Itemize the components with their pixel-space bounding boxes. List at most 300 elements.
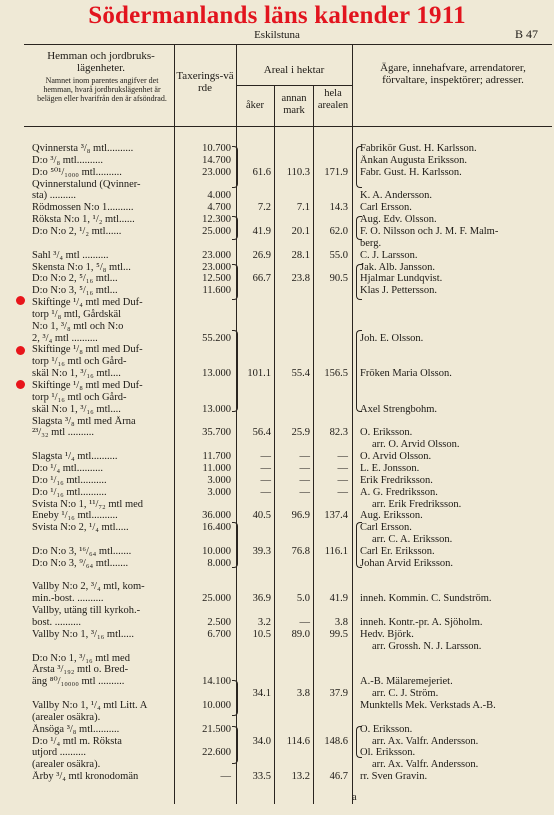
- cell-c4: 89.0: [291, 629, 310, 640]
- cell-c1: skäl N:o 1, ³/₁₆ mtl....: [32, 404, 121, 415]
- cell-c5: 156.5: [324, 368, 348, 379]
- header-owners: Ägare, innehafvare, arrendatorer, förvaltare, inspektörer; adresser.: [380, 62, 526, 86]
- cell-c6: arr. Ax. Valfr. Andersson.: [372, 736, 479, 747]
- header-area-group: Areal i hektar: [263, 64, 325, 76]
- cell-c3: [238, 759, 271, 771]
- cell-c1: äng ⁸⁰/₁₀₀₀₀ mtl ..........: [32, 676, 125, 687]
- cell-c5: 171.9: [324, 167, 348, 178]
- footer-mark: a: [352, 792, 357, 803]
- page-number: B 47: [514, 27, 538, 41]
- cell-c3: 7.2: [257, 202, 271, 213]
- cell-c6: L. E. Jonsson.: [360, 463, 420, 474]
- cell-c3: [238, 439, 271, 451]
- cell-c5: —: [337, 487, 348, 498]
- cell-c4: 7.1: [296, 202, 310, 213]
- cell-c5: [314, 155, 348, 167]
- marker-dot: [16, 380, 25, 389]
- cell-c2: [174, 297, 231, 309]
- header-other-land: annan mark: [281, 93, 307, 116]
- cell-c4: [276, 392, 310, 404]
- cell-c2: 10.700: [202, 143, 231, 154]
- cell-c5: [314, 380, 348, 392]
- cell-c6: Ol. Eriksson.: [360, 747, 416, 758]
- cell-c5: 37.9: [329, 688, 348, 699]
- cell-c2: 55.200: [202, 333, 231, 344]
- cell-c6: Erik Fredriksson.: [360, 475, 433, 486]
- cell-c4: [276, 747, 310, 759]
- cell-c3: [238, 747, 271, 759]
- cell-c6: Änkan Augusta Eriksson.: [360, 155, 468, 166]
- cell-c5: [314, 439, 348, 451]
- cell-c4: 3.8: [296, 688, 310, 699]
- cell-c3: [238, 155, 271, 167]
- cell-c2: —: [220, 771, 231, 782]
- cell-c1: min.-bost. ..........: [32, 593, 104, 604]
- cell-c2: 23.000: [202, 262, 231, 273]
- cell-c3: [238, 558, 271, 570]
- table-top-rule: [24, 44, 552, 45]
- cell-c4: [276, 404, 310, 416]
- cell-c1: Slagsta ³/₈ mtl med Årna: [32, 416, 136, 427]
- cell-c4: [276, 214, 310, 226]
- cell-c6: [360, 344, 550, 356]
- cell-c1: [32, 688, 174, 700]
- cell-c5: —: [337, 463, 348, 474]
- cell-c5: [314, 747, 348, 759]
- cell-c3: [238, 190, 271, 202]
- cell-c1: Svista N:o 2, ¹/₄ mtl.....: [32, 522, 129, 533]
- cell-c2: 22.600: [202, 747, 231, 758]
- marker-dot: [16, 346, 25, 355]
- cell-c1: skäl N:o 1, ³/₁₆ mtl....: [32, 368, 121, 379]
- cell-c1: Skiftinge ¹/₈ mtl med Duf-: [32, 380, 143, 391]
- cell-c4: [276, 344, 310, 356]
- cell-c3: 39.3: [252, 546, 271, 557]
- cell-c1: [32, 534, 174, 546]
- header-total-area: hela arealen: [317, 88, 349, 111]
- cell-c4: [276, 664, 310, 676]
- cell-c2: 12.300: [202, 214, 231, 225]
- cell-c4: [276, 285, 310, 297]
- cell-c4: [276, 581, 310, 593]
- cell-c3: 41.9: [252, 226, 271, 237]
- cell-c1: torp ¹/₁₆ mtl och Gård-: [32, 392, 127, 403]
- cell-c5: [314, 238, 348, 250]
- cell-c1: D:o ⁵⁰¹/₁₀₀₀ mtl..........: [32, 167, 122, 178]
- cell-c4: 28.1: [291, 250, 310, 261]
- header-bottom-rule: [24, 126, 552, 127]
- cell-c6: [360, 309, 550, 321]
- cell-c5: [314, 664, 348, 676]
- cell-c5: 46.7: [329, 771, 348, 782]
- cell-c1: ²³/₃₂ mtl ..........: [32, 427, 95, 438]
- cell-c4: [276, 522, 310, 534]
- cell-c2: [174, 534, 231, 546]
- cell-c6: Carl Ersson.: [360, 522, 412, 533]
- cell-c3: [238, 143, 271, 155]
- cell-c1: D:o N:o 3, ⁵/₁₆ mtl...: [32, 285, 118, 296]
- cell-c2: 3.000: [207, 475, 231, 486]
- cell-c4: —: [299, 487, 310, 498]
- cell-c3: [238, 676, 271, 688]
- cell-c6: Hjalmar Lundqvist.: [360, 273, 443, 284]
- cell-c2: 6.700: [207, 629, 231, 640]
- cell-c2: 23.000: [202, 250, 231, 261]
- cell-c2: [174, 605, 231, 617]
- cell-c1: Sahl ³/₄ mtl ..........: [32, 250, 109, 261]
- cell-c3: [238, 700, 271, 712]
- cell-c1: Skiftinge ¹/₄ mtl med Duf-: [32, 297, 143, 308]
- header-holdings-note: Namnet inom parentes angifver det hemman, hvarå jordbrukslägenhet är belägen eller hvarifrån den är afsöndrad.: [37, 76, 167, 103]
- cell-c5: [314, 356, 348, 368]
- cell-c6: [360, 581, 550, 593]
- cell-c4: [276, 439, 310, 451]
- cell-c3: 26.9: [252, 250, 271, 261]
- cell-c6: [360, 297, 550, 309]
- cell-c1: [32, 641, 174, 653]
- cell-c6: Jak. Alb. Jansson.: [360, 262, 435, 273]
- cell-c6: inneh. Kommin. C. Sundström.: [360, 593, 492, 604]
- cell-c1: Ånsöga ³/₈ mtl..........: [32, 724, 120, 735]
- cell-c1: Eneby ¹/₁₆ mtl..........: [32, 510, 118, 521]
- cell-c2: 4.700: [207, 202, 231, 213]
- cell-c1: D:o N:o 3, ⁹/₆₄ mtl.......: [32, 558, 129, 569]
- cell-c1: D:o N:o 2, ¹/₂ mtl......: [32, 226, 122, 237]
- cell-c2: [174, 356, 231, 368]
- cell-c5: [314, 522, 348, 534]
- cell-c4: [276, 380, 310, 392]
- cell-c2: 14.100: [202, 676, 231, 687]
- cell-c1: D:o ¹/₁₆ mtl..........: [32, 487, 107, 498]
- cell-c3: [238, 214, 271, 226]
- cell-c1: [32, 439, 174, 451]
- cell-c2: [174, 641, 231, 653]
- cell-c4: —: [299, 463, 310, 474]
- cell-c1: utjord ..........: [32, 747, 86, 758]
- cell-c6: Joh. E. Olsson.: [360, 333, 424, 344]
- cell-c6: Johan Arvid Eriksson.: [360, 558, 454, 569]
- area-group-rule: [236, 85, 352, 86]
- cell-c5: 55.0: [329, 250, 348, 261]
- cell-c2: 35.700: [202, 427, 231, 438]
- cell-c1: Vallby N:o 1, ³/₁₆ mtl.....: [32, 629, 135, 640]
- cell-c5: [314, 190, 348, 202]
- cell-c5: 99.5: [329, 629, 348, 640]
- cell-c6: Axel Strengbohm.: [360, 404, 437, 415]
- cell-c3: [238, 344, 271, 356]
- cell-c3: [238, 641, 271, 653]
- cell-c2: 36.000: [202, 510, 231, 521]
- cell-c5: 41.9: [329, 593, 348, 604]
- cell-c6: Carl Ersson.: [360, 202, 412, 213]
- header-field: åker: [245, 100, 265, 111]
- cell-c3: 40.5: [252, 510, 271, 521]
- cell-c1: Slagsta ¹/₄ mtl..........: [32, 451, 118, 462]
- cell-c3: —: [260, 475, 271, 486]
- cell-c5: 82.3: [329, 427, 348, 438]
- cell-c3: [238, 664, 271, 676]
- cell-c5: [314, 558, 348, 570]
- cell-c6: Hedv. Björk.: [360, 629, 414, 640]
- cell-c3: 10.5: [252, 629, 271, 640]
- cell-c5: [314, 285, 348, 297]
- cell-c6: Fröken Maria Olsson.: [360, 368, 452, 379]
- cell-c4: [276, 759, 310, 771]
- cell-c6: Munktells Mek. Verkstads A.-B.: [360, 700, 496, 711]
- cell-c4: 110.3: [286, 167, 310, 178]
- cell-c3: —: [260, 487, 271, 498]
- cell-c5: [314, 581, 348, 593]
- cell-c3: [238, 380, 271, 392]
- cell-c4: 55.4: [291, 368, 310, 379]
- cell-c6: [360, 356, 550, 368]
- cell-c3: —: [260, 451, 271, 462]
- cell-c1: D:o N:o 2, ⁵/₁₆ mtl...: [32, 273, 118, 284]
- cell-c6: Aug. Edv. Olsson.: [360, 214, 437, 225]
- cell-c1: Qvinnerstalund (Qvinner-: [32, 179, 141, 190]
- cell-c1: [32, 238, 174, 250]
- cell-c6: inneh. Kontr.-pr. A. Sjöholm.: [360, 617, 483, 628]
- cell-c6: F. O. Nilsson och J. M. F. Malm-: [360, 226, 499, 237]
- cell-c2: [174, 664, 231, 676]
- cell-c2: [174, 581, 231, 593]
- cell-c6: rr. Sven Gravin.: [360, 771, 428, 782]
- cell-c3: [238, 321, 271, 333]
- cell-c3: 56.4: [252, 427, 271, 438]
- cell-c6: arr. O. Arvid Olsson.: [372, 439, 460, 450]
- cell-c1: Röksta N:o 1, ¹/₂ mtl......: [32, 214, 135, 225]
- cell-c4: —: [299, 617, 310, 628]
- cell-c2: 12.500: [202, 273, 231, 284]
- cell-c6: berg.: [360, 238, 382, 249]
- cell-c3: 66.7: [252, 273, 271, 284]
- cell-c4: [276, 534, 310, 546]
- cell-c5: —: [337, 475, 348, 486]
- cell-c2: 14.700: [202, 155, 231, 166]
- cell-c2: [174, 344, 231, 356]
- cell-c4: 23.8: [291, 273, 310, 284]
- cell-c1: Skensta N:o 1, ⁵/₈ mtl...: [32, 262, 131, 273]
- cell-c4: [276, 297, 310, 309]
- location-label: Eskilstuna: [254, 29, 300, 41]
- cell-c4: 13.2: [291, 771, 310, 782]
- cell-c2: 25.000: [202, 226, 231, 237]
- cell-c2: [174, 712, 231, 724]
- cell-c6: arr. C. A. Eriksson.: [372, 534, 453, 545]
- cell-c5: [314, 641, 348, 653]
- header-holdings: Hemman och jordbruks-lägenheter.: [47, 50, 155, 74]
- cell-c3: 34.0: [252, 736, 271, 747]
- cell-c5: —: [337, 451, 348, 462]
- cell-c4: [276, 155, 310, 167]
- cell-c6: arr. Erik Fredriksson.: [372, 499, 462, 510]
- cell-c2: 21.500: [202, 724, 231, 735]
- cell-c2: [174, 321, 231, 333]
- cell-c4: [276, 676, 310, 688]
- cell-c6: Fabr. Gust. H. Karlsson.: [360, 167, 462, 178]
- cell-c1: Rödmossen N:o 1..........: [32, 202, 134, 213]
- cell-c2: 4.000: [207, 190, 231, 201]
- cell-c3: [238, 238, 271, 250]
- cell-c2: 3.000: [207, 487, 231, 498]
- cell-c1: Skiftinge ¹/₈ mtl med Duf-: [32, 344, 143, 355]
- page-title: Södermanlands läns kalender 1911: [88, 2, 466, 29]
- cell-c3: [238, 605, 271, 617]
- cell-c5: [314, 392, 348, 404]
- cell-c3: [238, 522, 271, 534]
- cell-c1: Årby ³/₄ mtl kronodomän: [32, 771, 139, 782]
- cell-c5: 14.3: [329, 202, 348, 213]
- cell-c5: [314, 344, 348, 356]
- cell-c3: 34.1: [252, 688, 271, 699]
- cell-c5: [314, 143, 348, 155]
- cell-c3: [238, 404, 271, 416]
- cell-c6: A.-B. Mälaremejeriet.: [360, 676, 453, 687]
- cell-c1: Vallby N:o 2, ³/₄ mtl, kom-: [32, 581, 145, 592]
- cell-c5: [314, 700, 348, 712]
- cell-c3: [238, 309, 271, 321]
- cell-c5: 3.8: [334, 617, 348, 628]
- cell-c5: [314, 404, 348, 416]
- cell-c4: [276, 356, 310, 368]
- cell-c2: [174, 309, 231, 321]
- cell-c6: [360, 321, 550, 333]
- cell-c6: O. Arvid Olsson.: [360, 451, 432, 462]
- cell-c2: 16.400: [202, 522, 231, 533]
- cell-c6: Fabrikör Gust. H. Karlsson.: [360, 143, 477, 154]
- cell-c1: torp ¹/₈ mtl, Gårdskäl: [32, 309, 122, 320]
- cell-c5: [314, 605, 348, 617]
- cell-c2: 10.000: [202, 546, 231, 557]
- cell-c6: arr. C. J. Ström.: [372, 688, 439, 699]
- cell-c4: [276, 641, 310, 653]
- cell-c2: 11.700: [202, 451, 231, 462]
- cell-c2: 11.600: [202, 285, 231, 296]
- cell-c2: [174, 380, 231, 392]
- cell-c4: [276, 143, 310, 155]
- cell-c4: 5.0: [296, 593, 310, 604]
- cell-c3: [238, 534, 271, 546]
- cell-c5: 137.4: [324, 510, 348, 521]
- cell-c6: arr. Ax. Valfr. Andersson.: [372, 759, 479, 770]
- cell-c1: 2, ³/₄ mtl ..........: [32, 333, 98, 344]
- cell-c2: 13.000: [202, 404, 231, 415]
- cell-c5: 116.1: [324, 546, 348, 557]
- cell-c6: [360, 392, 550, 404]
- cell-c4: 96.9: [291, 510, 310, 521]
- cell-c6: C. J. Larsson.: [360, 250, 418, 261]
- marker-dot: [16, 296, 25, 305]
- cell-c3: —: [260, 463, 271, 474]
- cell-c3: 61.6: [252, 167, 271, 178]
- cell-c3: [238, 392, 271, 404]
- cell-c1: Vallby N:o 1, ¹/₄ mtl Litt. A: [32, 700, 148, 711]
- cell-c3: 33.5: [252, 771, 271, 782]
- col-divider: [352, 44, 353, 804]
- cell-c6: Aug. Eriksson.: [360, 510, 423, 521]
- cell-c6: O. Eriksson.: [360, 427, 413, 438]
- cell-c4: [276, 309, 310, 321]
- cell-c1: D:o ¹/₄ mtl..........: [32, 463, 103, 474]
- cell-c2: [174, 392, 231, 404]
- cell-c1: Qvinnersta ³/₈ mtl..........: [32, 143, 134, 154]
- header-tax-value: Taxerings-värde: [176, 70, 234, 94]
- cell-c6: O. Eriksson.: [360, 724, 413, 735]
- cell-c5: [314, 534, 348, 546]
- cell-c2: [174, 688, 231, 700]
- cell-c2: 2.500: [207, 617, 231, 628]
- cell-c1: Vallby, utäng till kyrkoh.-: [32, 605, 141, 616]
- cell-c6: [360, 712, 550, 724]
- cell-c5: [314, 759, 348, 771]
- cell-c1: Svista N:o 1, ¹¹/₇₂ mtl med: [32, 499, 144, 510]
- cell-c4: 25.9: [291, 427, 310, 438]
- cell-c3: [238, 356, 271, 368]
- cell-c1: torp ¹/₁₆ mtl och Gård-: [32, 356, 127, 367]
- cell-c1: D:o ¹/₄ mtl m. Röksta: [32, 736, 122, 747]
- cell-c3: 101.1: [247, 368, 271, 379]
- cell-c3: [238, 297, 271, 309]
- cell-c4: [276, 238, 310, 250]
- cell-c6: Carl Er. Eriksson.: [360, 546, 435, 557]
- cell-c1: sta) ..........: [32, 190, 77, 201]
- cell-c4: [276, 190, 310, 202]
- cell-c6: [360, 380, 550, 392]
- cell-c3: [238, 712, 271, 724]
- cell-c1: D:o N:o 3, ¹⁶/₆₄ mtl.......: [32, 546, 132, 557]
- cell-c4: [276, 700, 310, 712]
- cell-c4: [276, 605, 310, 617]
- cell-c5: 148.6: [324, 736, 348, 747]
- cell-c5: 90.5: [329, 273, 348, 284]
- cell-c5: [314, 724, 348, 736]
- cell-c5: [314, 676, 348, 688]
- cell-c2: 23.000: [202, 167, 231, 178]
- cell-c1: bost. ..........: [32, 617, 82, 628]
- cell-c4: [276, 712, 310, 724]
- cell-c2: [174, 238, 231, 250]
- cell-c4: [276, 558, 310, 570]
- cell-c4: 20.1: [291, 226, 310, 237]
- cell-c6: Klas J. Pettersson.: [360, 285, 437, 296]
- cell-c5: [314, 309, 348, 321]
- cell-c2: 10.000: [202, 700, 231, 711]
- cell-c1: N:o 1, ³/₈ mtl och N:o: [32, 321, 124, 332]
- cell-c2: 8.000: [207, 558, 231, 569]
- col-divider: [274, 86, 275, 804]
- cell-c4: [276, 724, 310, 736]
- cell-c3: 3.2: [257, 617, 271, 628]
- cell-c1: D:o ¹/₁₆ mtl..........: [32, 475, 107, 486]
- cell-c3: 36.9: [252, 593, 271, 604]
- cell-c5: [314, 297, 348, 309]
- cell-c3: [238, 285, 271, 297]
- cell-c1: Årsta ³/₁₉₂ mtl o. Bred-: [32, 664, 129, 675]
- cell-c6: [360, 664, 550, 676]
- cell-c2: 13.000: [202, 368, 231, 379]
- cell-c6: arr. Grossh. N. J. Larsson.: [372, 641, 482, 652]
- cell-c4: [276, 321, 310, 333]
- cell-c5: [314, 321, 348, 333]
- cell-c4: 76.8: [291, 546, 310, 557]
- cell-c2: [174, 759, 231, 771]
- cell-c4: 114.6: [286, 736, 310, 747]
- cell-c4: —: [299, 451, 310, 462]
- cell-c2: 11.000: [202, 463, 231, 474]
- cell-c1: D:o N:o 1, ³/₁₆ mtl med: [32, 653, 130, 664]
- cell-c5: [314, 712, 348, 724]
- cell-c1: D:o ³/₈ mtl..........: [32, 155, 103, 166]
